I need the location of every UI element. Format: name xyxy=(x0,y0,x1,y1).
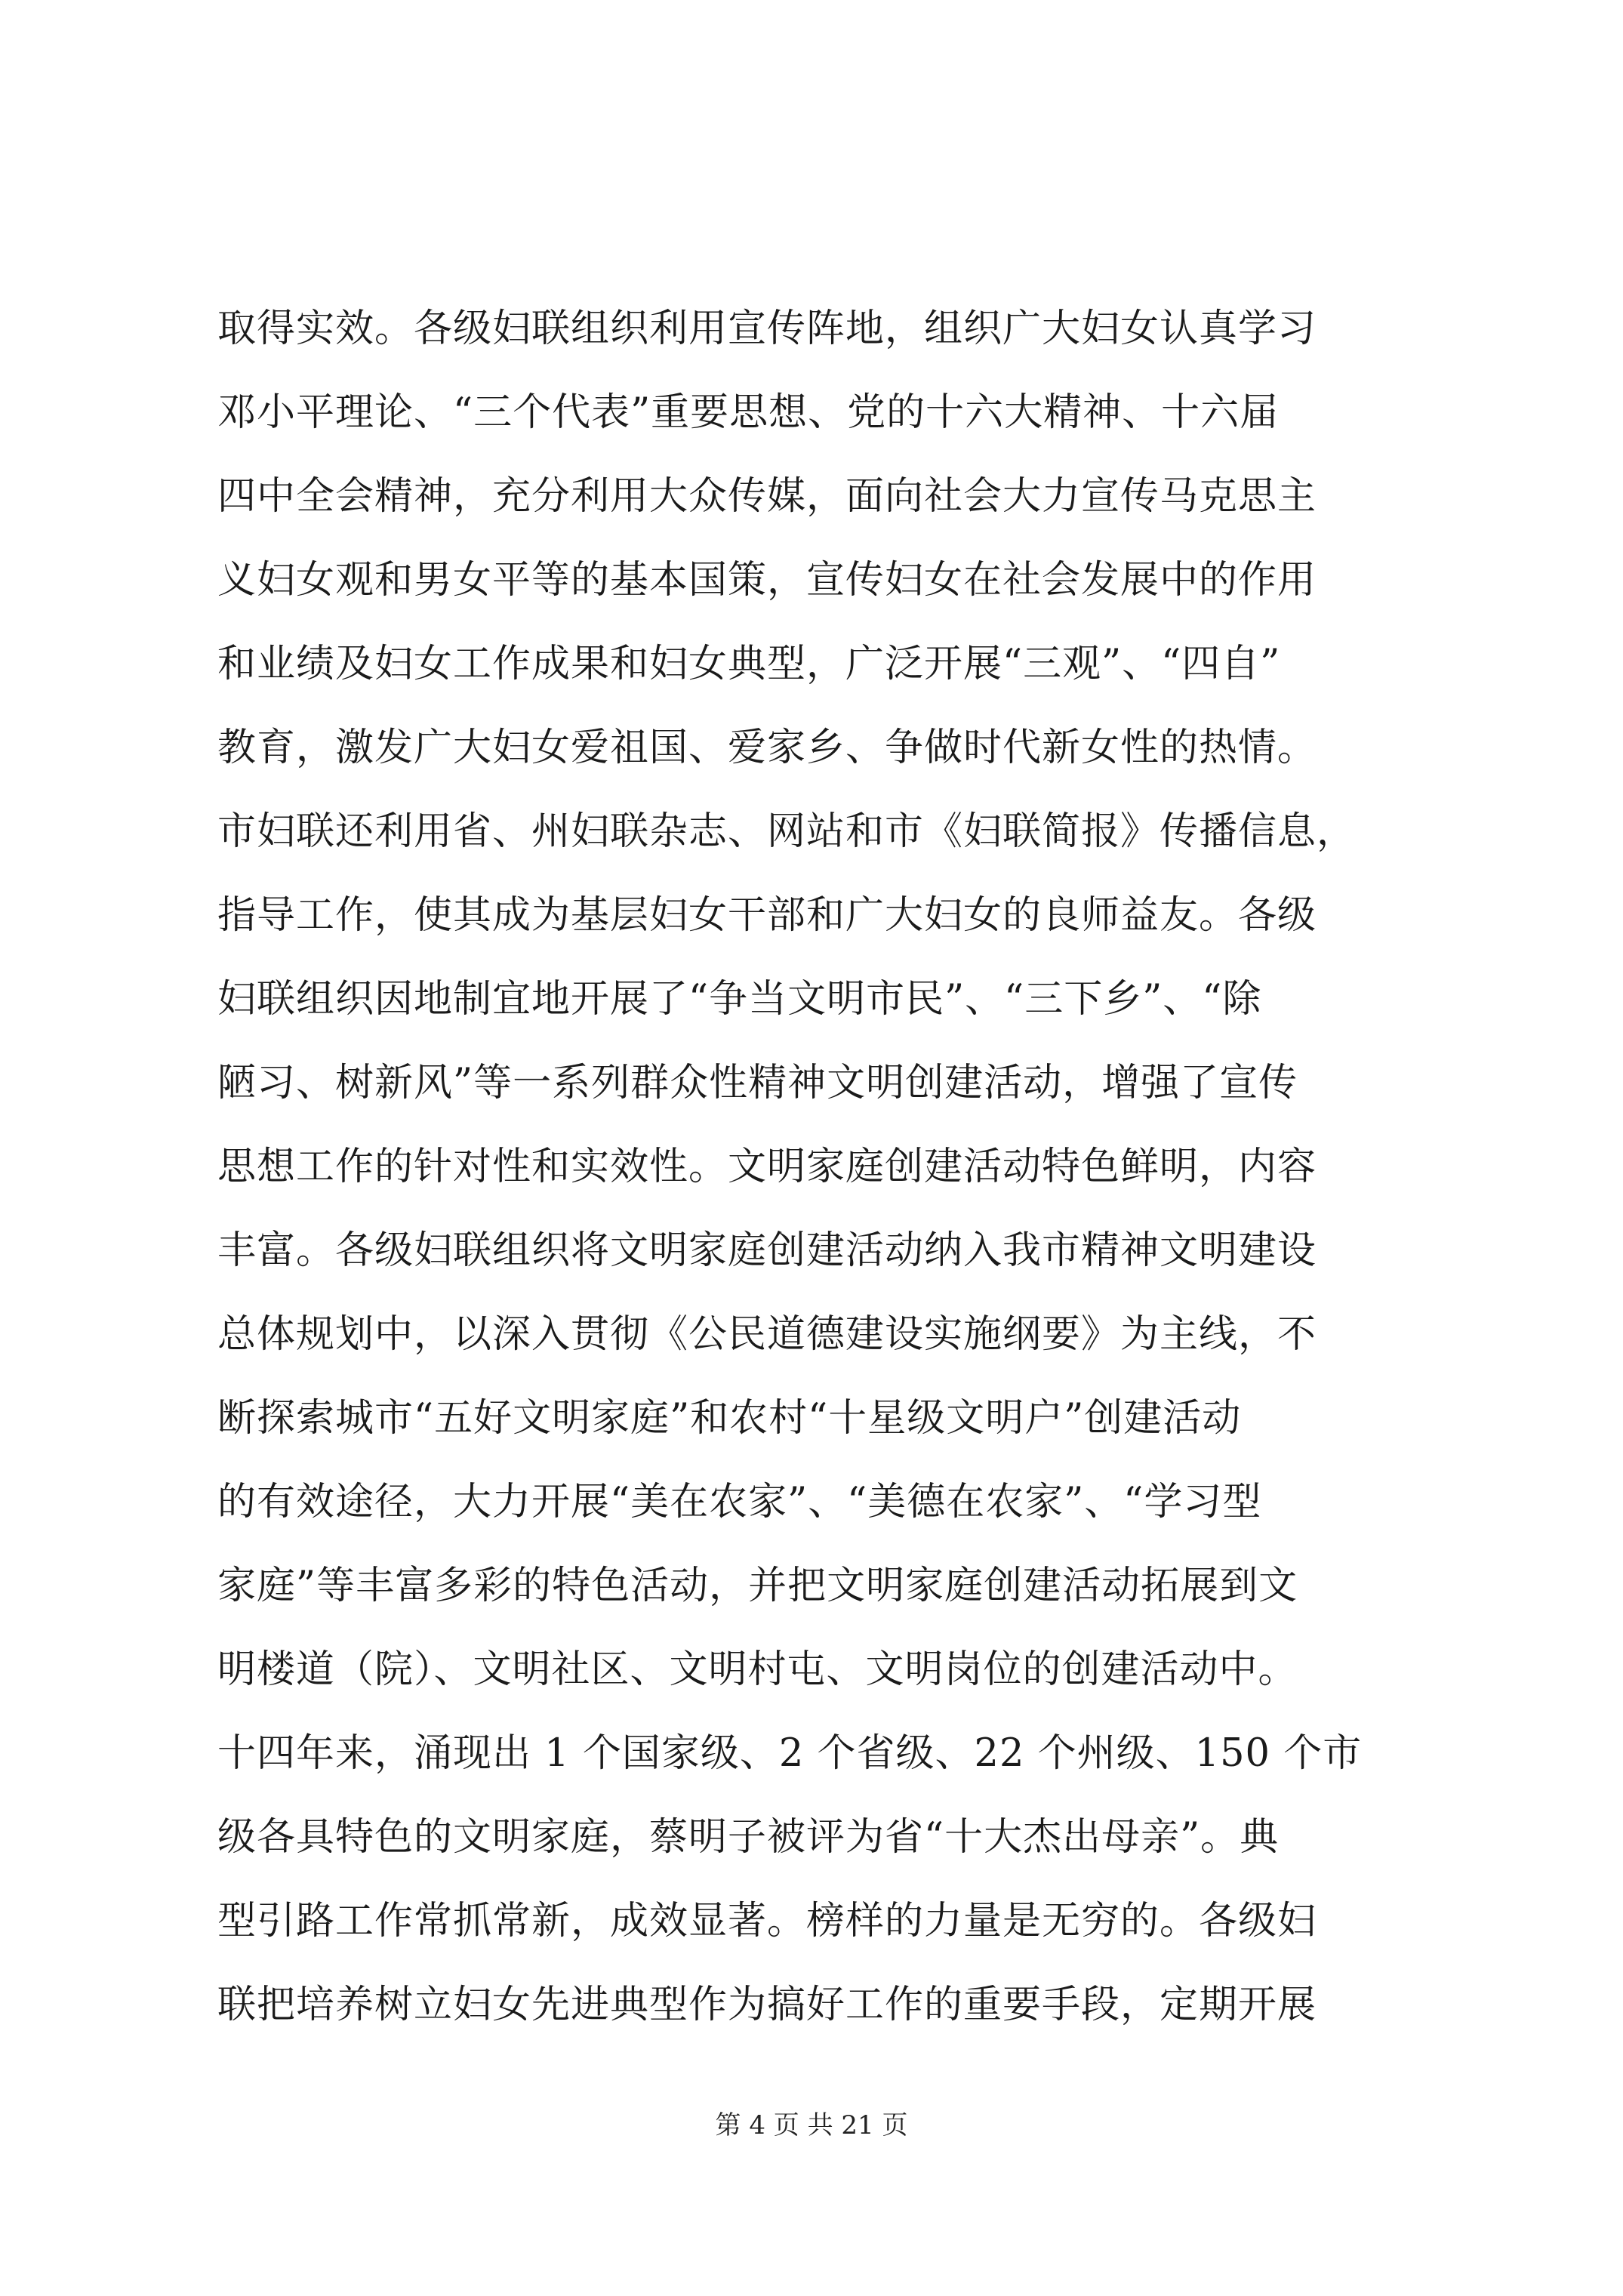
text-line: 总体规划中，以深入贯彻《公民道德建设实施纲要》为主线，不 xyxy=(217,1312,1317,1357)
text-line: 指导工作，使其成为基层妇女干部和广大妇女的良师益友。各级 xyxy=(217,893,1317,938)
text-line: 义妇女观和男女平等的基本国策，宣传妇女在社会发展中的作用 xyxy=(217,558,1317,603)
text-line: 丰富。各级妇联组织将文明家庭创建活动纳入我市精神文明建设 xyxy=(217,1228,1317,1273)
text-line: 级各具特色的文明家庭，蔡明子被评为省“十大杰出母亲”。典 xyxy=(217,1815,1280,1860)
text-line: 明楼道（院）、文明社区、文明村屯、文明岗位的创建活动中。 xyxy=(217,1647,1298,1692)
text-line: 型引路工作常抓常新，成效显著。榜样的力量是无穷的。各级妇 xyxy=(217,1899,1317,1943)
text-line: 四中全会精神，充分利用大众传媒，面向社会大力宣传马克思主 xyxy=(217,474,1317,519)
text-line: 陋习、树新风”等一系列群众性精神文明创建活动，增强了宣传 xyxy=(217,1061,1298,1105)
text-line: 的有效途径，大力开展“美在农家”、“美德在农家”、“学习型 xyxy=(217,1480,1262,1524)
text-line: 思想工作的针对性和实效性。文明家庭创建活动特色鲜明，内容 xyxy=(217,1145,1317,1189)
text-line: 教育，激发广大妇女爱祖国、爱家乡、争做时代新女性的热情。 xyxy=(217,726,1317,770)
text-line: 市妇联还利用省、州妇联杂志、网站和市《妇联简报》传播信息， xyxy=(217,809,1357,854)
text-line: 妇联组织因地制宜地开展了“争当文明市民”、“三下乡”、“除 xyxy=(217,977,1262,1022)
text-line: 邓小平理论、“三个代表”重要思想、党的十六大精神、十六届 xyxy=(217,390,1280,435)
text-line: 家庭”等丰富多彩的特色活动，并把文明家庭创建活动拓展到文 xyxy=(217,1564,1298,1608)
page-footer: 第 4 页 共 21 页 xyxy=(715,2110,908,2140)
text-line: 和业绩及妇女工作成果和妇女典型，广泛开展“三观”、“四自” xyxy=(217,642,1281,686)
text-line: 联把培养树立妇女先进典型作为搞好工作的重要手段，定期开展 xyxy=(217,1983,1317,2027)
text-line: 十四年来，涌现出 1 个国家级、2 个省级、22 个州级、150 个市 xyxy=(217,1731,1363,1776)
body-text xyxy=(217,287,1425,2047)
text-line: 断探索城市“五好文明家庭”和农村“十星级文明户”创建活动 xyxy=(217,1396,1242,1441)
text-line: 取得实效。各级妇联组织利用宣传阵地，组织广大妇女认真学习 xyxy=(217,307,1317,351)
